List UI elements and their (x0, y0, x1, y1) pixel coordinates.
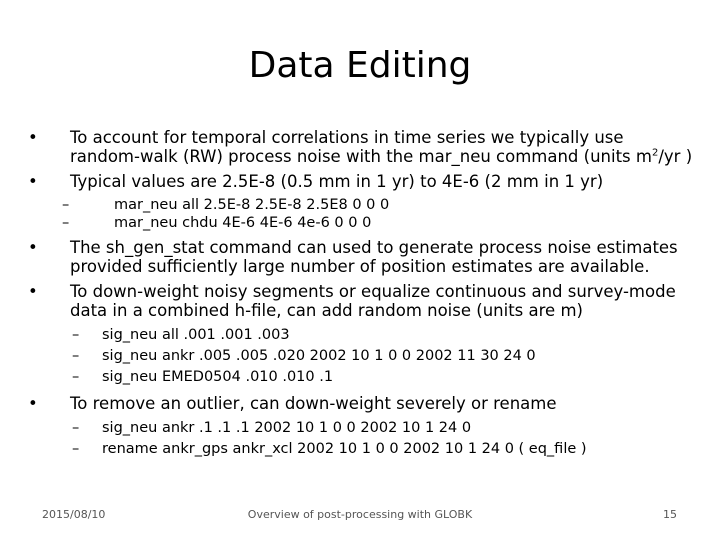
bullet-marker: • (28, 394, 38, 413)
bullet-sh-gen-stat (28, 238, 698, 276)
dash-marker: – (72, 441, 80, 457)
sub-item (28, 326, 698, 344)
sub-item-text: sig_neu ankr .1 .1 .1 2002 10 1 0 0 2002 10 1 24 0 (102, 420, 472, 436)
slide-content (28, 128, 698, 466)
bullet-text-end: /yr ) (658, 147, 693, 166)
sublist-mar-neu (28, 196, 698, 232)
sub-item-text: mar_neu chdu 4E-6 4E-6 4e-6 0 0 0 (114, 215, 372, 231)
sublist-sig-neu (28, 326, 698, 386)
bullet-text: To remove an outlier, can down-weight severely or rename (70, 394, 557, 413)
dash-marker: – (62, 197, 70, 213)
dash-marker: – (72, 420, 80, 436)
sub-item (28, 196, 698, 214)
sub-item (28, 214, 698, 232)
superscript-2: 2 (651, 147, 659, 159)
slide-title: Data Editing (248, 45, 472, 86)
bullet-marker: • (28, 282, 38, 301)
bullet-text: To down-weight noisy segments or equalize continuous and survey-mode data in a combined h-file, can add random noise (units are m) (70, 282, 676, 320)
bullet-text: Typical values are 2.5E-8 (0.5 mm in 1 yr) to 4E-6 (2 mm in 1 yr) (70, 172, 604, 191)
bullet-down-weight (28, 282, 698, 320)
sub-item-text: mar_neu all 2.5E-8 2.5E-8 2.5E8 0 0 0 (114, 197, 390, 213)
sub-item (28, 419, 698, 437)
bullet-text: To account for temporal correlations in time series we typically use random-walk (RW) process noise with the mar_neu command (units m (70, 128, 652, 166)
sub-item-text: sig_neu all .001 .001 .003 (102, 327, 290, 343)
sub-item (28, 368, 698, 386)
sublist-outlier (28, 419, 698, 458)
footer-date: 2015/08/10 (42, 508, 106, 521)
bullet-marker: • (28, 238, 38, 257)
sub-item (28, 347, 698, 365)
bullet-marker: • (28, 172, 38, 191)
bullet-typical-values (28, 172, 698, 191)
dash-marker: – (62, 215, 70, 231)
dash-marker: – (72, 369, 80, 385)
sub-item-text: sig_neu EMED0504 .010 .010 .1 (102, 369, 334, 385)
footer-title: Overview of post-processing with GLOBK (247, 508, 473, 521)
bullet-text: The sh_gen_stat command can used to generate process noise estimates provided sufficiently large number of position estimates are available. (70, 238, 678, 276)
dash-marker: – (72, 348, 80, 364)
sub-item (28, 440, 698, 458)
page-number: 15 (663, 508, 677, 521)
bullet-marker: • (28, 128, 38, 147)
bullet-rw-noise (28, 128, 698, 166)
sub-item-text: sig_neu ankr .005 .005 .020 2002 10 1 0 0 2002 11 30 24 0 (102, 348, 536, 364)
dash-marker: – (72, 327, 80, 343)
sub-item-text: rename ankr_gps ankr_xcl 2002 10 1 0 0 2002 10 1 24 0 ( eq_file ) (102, 441, 587, 457)
bullet-remove-outlier (28, 394, 698, 413)
